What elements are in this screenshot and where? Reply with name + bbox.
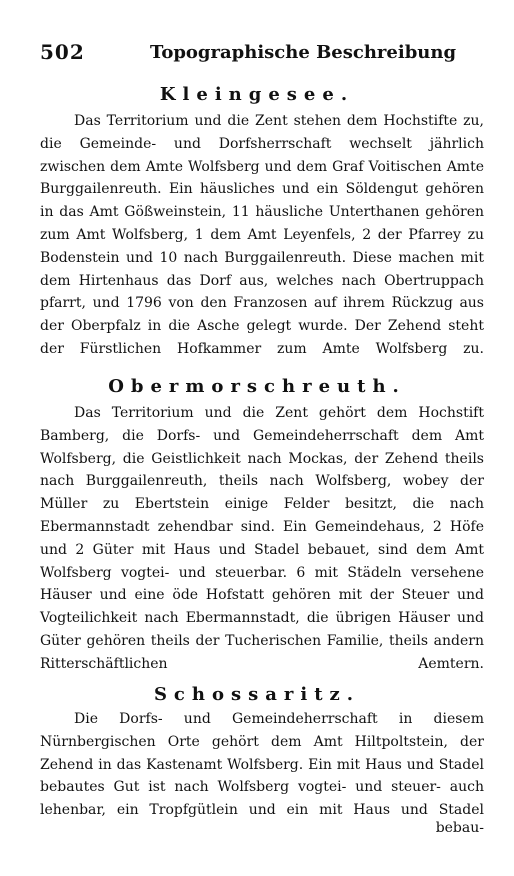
section-text-schossaritz: Die Dorfs- und Gemeindeherrschaft in diesem Nürnbergischen Orte gehört dem Amt Hiltpoltstein, der Zehend in das Kastenamt Wolfsberg. Ein mit Haus und Stadel bebautes Gut ist nach Wolfsberg vogtei- und steuer- auch lehenbar, ein Tropfgütlein und ein mit Haus und Stadel	[40, 711, 484, 819]
section-heading-obermorschreuth: Obermorschreuth.	[108, 376, 406, 397]
section-text-kleingesee: Das Territorium und die Zent stehen dem Hochstifte zu, die Gemeinde- und Dorfsherrschaft wechselt jährlich zwischen dem Amte Wolfsberg und dem Graf Voitischen Amte Burggailenreuth. Ein häusliches und ein Söldengut gehören in das Amt Gößweinstein, 11 häusliche Unterthanen gehören zum Amt Wolfsberg, 1 dem Amt Leyenfels, 2 der Pfarrey zu Bodenstein und 10 nach Burggailenreuth. Diese machen mit dem Hirtenhaus das Dorf aus, welches nach Obertruppach pfarrt, und 1796 von den Franzosen auf ihrem Rückzug aus der Oberpfalz in die Asche gelegt wurde. Der Zehend steht der Fürstlichen Hofkammer zum Amte Wolfsberg zu.	[40, 113, 484, 357]
section-heading-schossaritz: Schossaritz.	[153, 684, 361, 705]
catchword: bebau-	[435, 820, 484, 836]
page-number: 502	[40, 40, 85, 64]
section-heading-kleingesee: Kleingesee.	[159, 84, 355, 105]
section-text-obermorschreuth: Das Territorium und die Zent gehört dem Hochstift Bamberg, die Dorfs- und Gemeindeherrschaft dem Amt Wolfsberg, die Geistlichkeit nach Mockas, der Zehend theils nach Burggailenreuth, theils nach Wolfsberg, wobey der Müller zu Ebertstein einige Felder besitzt, die nach Ebermannstadt zehendbar sind. Ein Gemeindehaus, 2 Höfe und 2 Güter mit Haus und Stadel bebauet, sind dem Amt Wolfsberg vogtei- und steuerbar. 6 mit Städeln versehene Häuser und eine öde Hofstatt gehören mit der Steuer und Vogteilichkeit nach Ebermannstadt, die übrigen Häuser und Güter gehören theils der Tucherischen Familie, theils andern Ritterschäftlichen Aemtern.	[40, 405, 484, 672]
running-head: Topographische Beschreibung	[150, 42, 457, 63]
page-header	[40, 40, 490, 66]
